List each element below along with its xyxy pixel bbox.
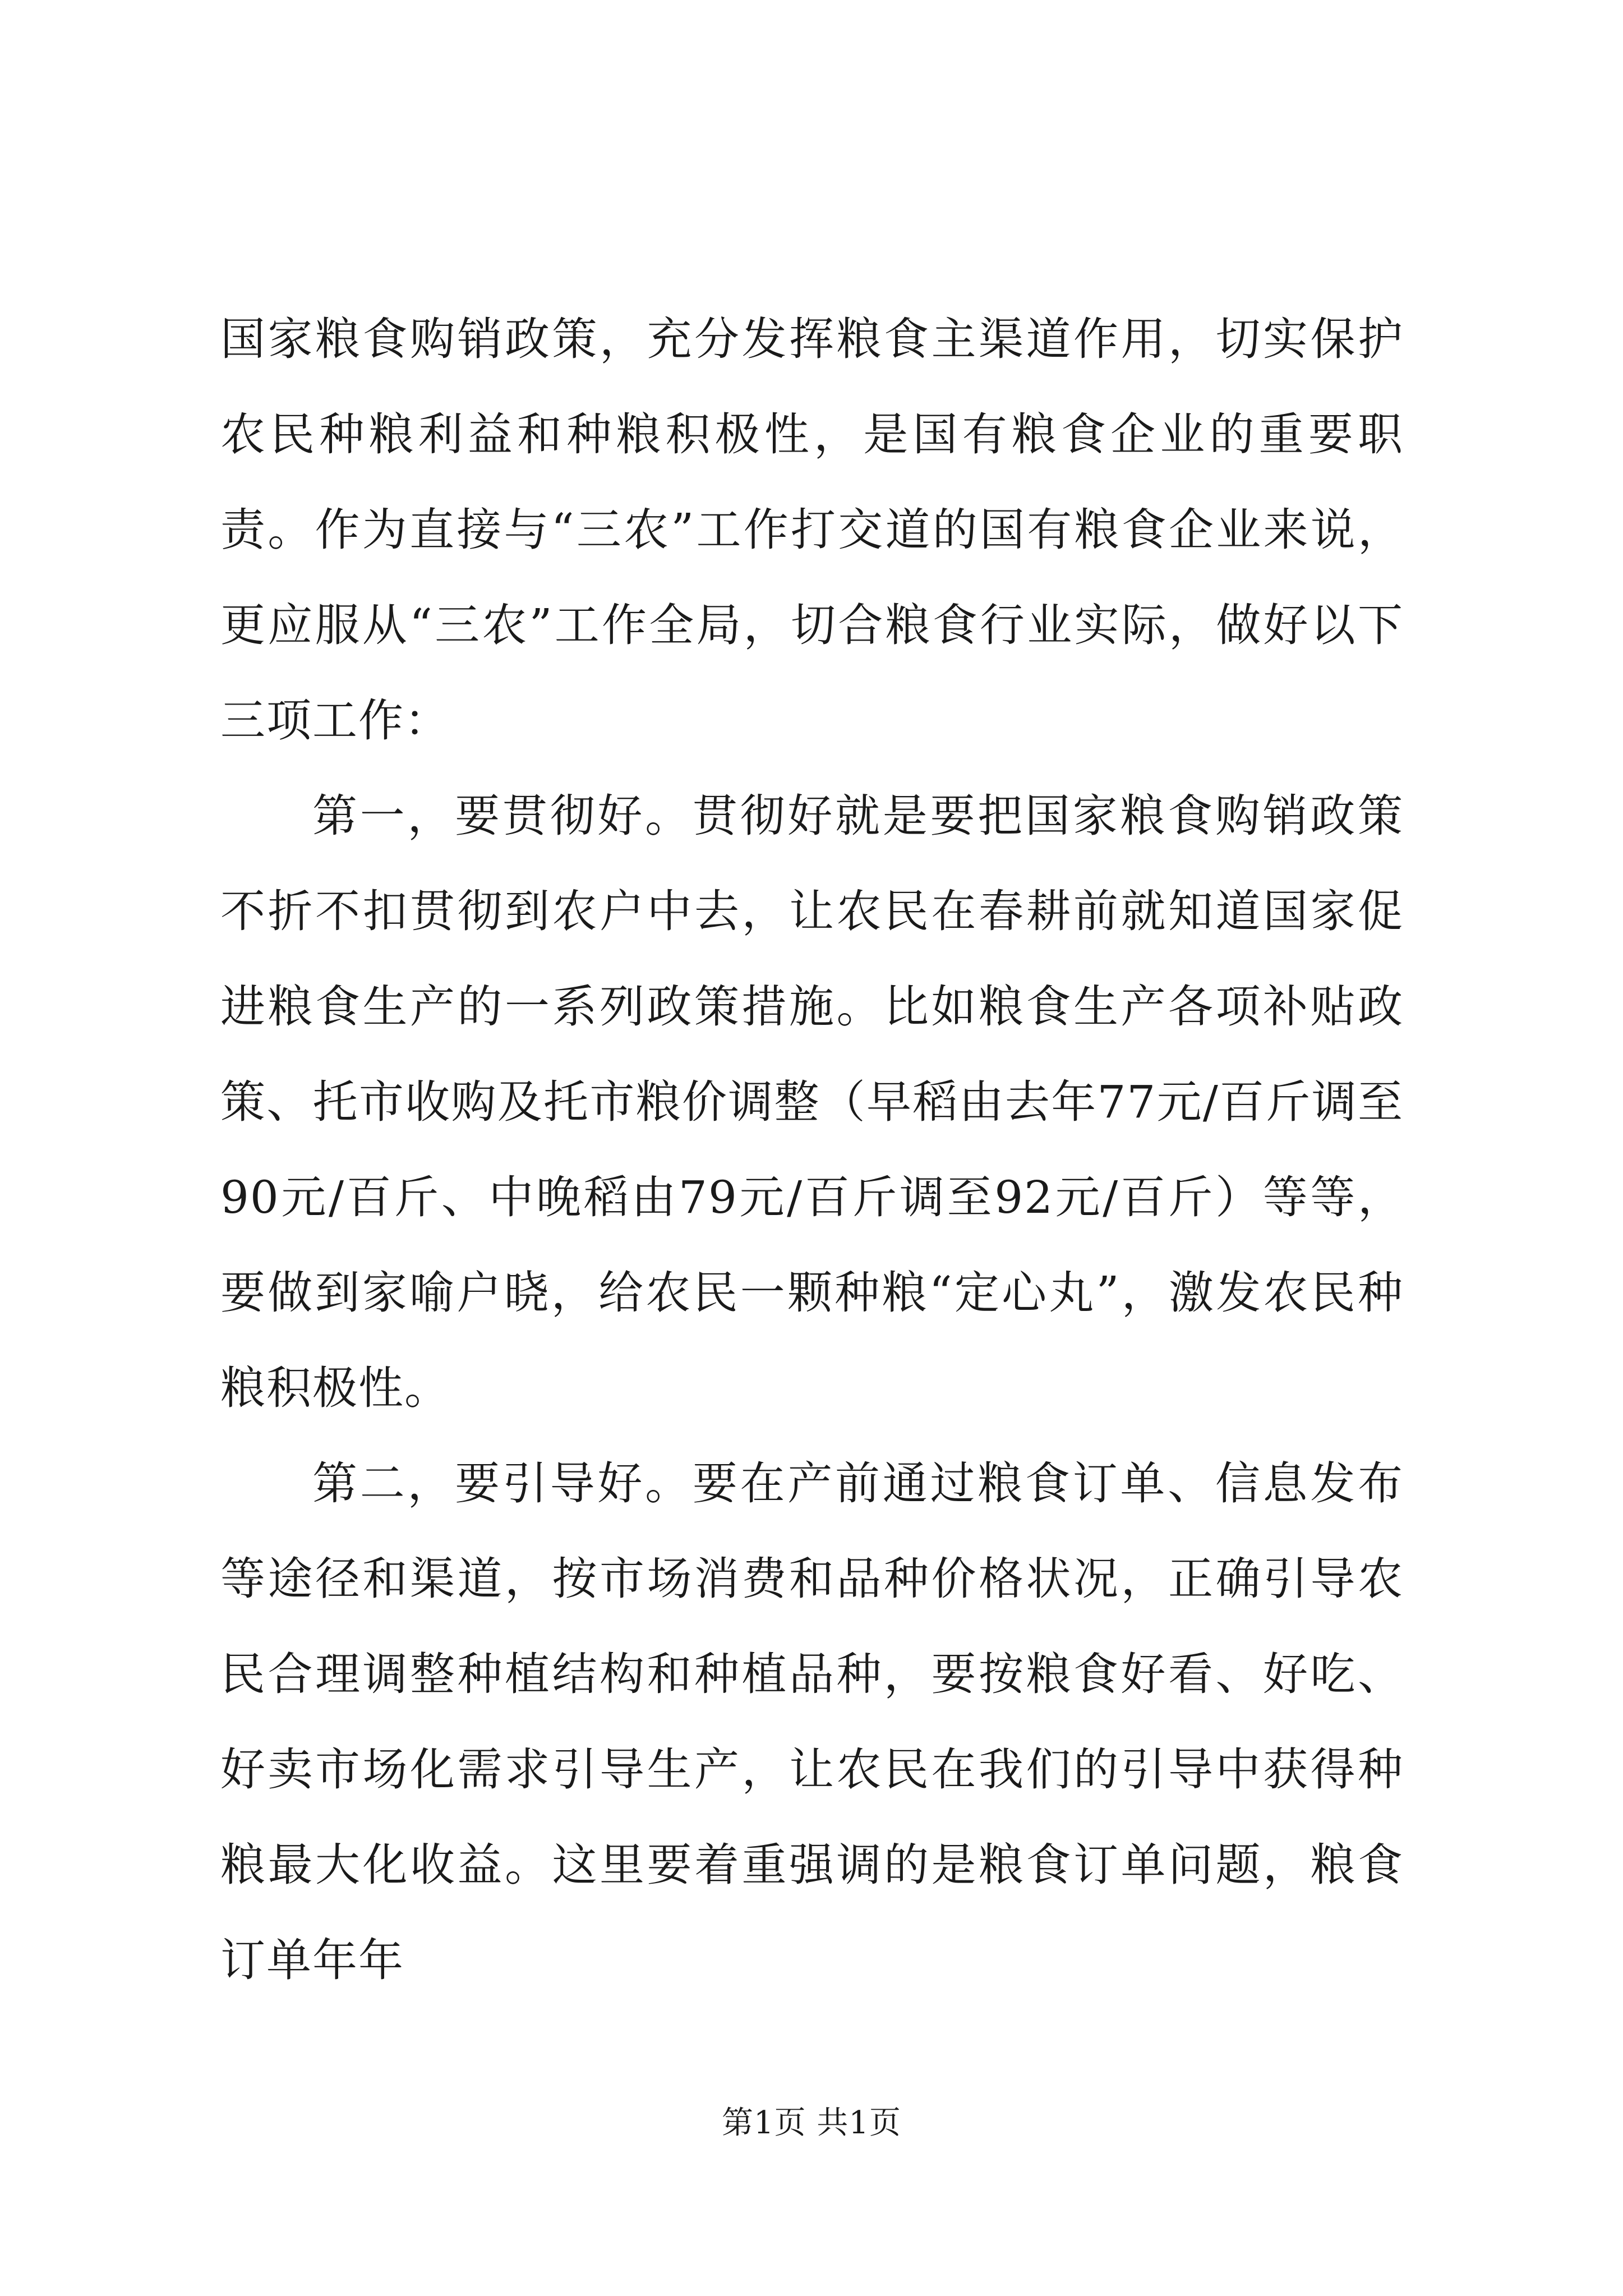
paragraph-first-point: 第一，要贯彻好。贯彻好就是要把国家粮食购销政策不折不扣贯彻到农户中去，让农民在春耕前就知道国家促进粮食生产的一系列政策措施。比如粮食生产各项补贴政策、托市收购及托市粮价调整（早稻由去年77元/百斤调至90元/百斤、中晚稻由79元/百斤调至92元/百斤）等等，要做到家喻户晓，给农民一颗种粮“定心丸”，激发农民种粮积极性。 bbox=[220, 790, 1404, 1414]
paragraph-intro: 国家粮食购销政策，充分发挥粮食主渠道作用，切实保护农民种粮利益和种粮积极性，是国有粮食企业的重要职责。作为直接与“三农”工作打交道的国有粮食企业来说，更应服从“三农”工作全局，切合粮食行业实际，做好以下三项工作： bbox=[220, 313, 1404, 747]
page-number-footer: 第1页 共1页 bbox=[721, 2105, 902, 2141]
paragraph-second-point: 第二，要引导好。要在产前通过粮食订单、信息发布等途径和渠道，按市场消费和品种价格状况，正确引导农民合理调整种植结构和种植品种，要按粮食好看、好吃、好卖市场化需求引导生产，让农民在我们的引导中获得种粮最大化收益。这里要着重强调的是粮食订单问题，粮食订单年年 bbox=[220, 1457, 1404, 1986]
document-body bbox=[220, 292, 1404, 2008]
